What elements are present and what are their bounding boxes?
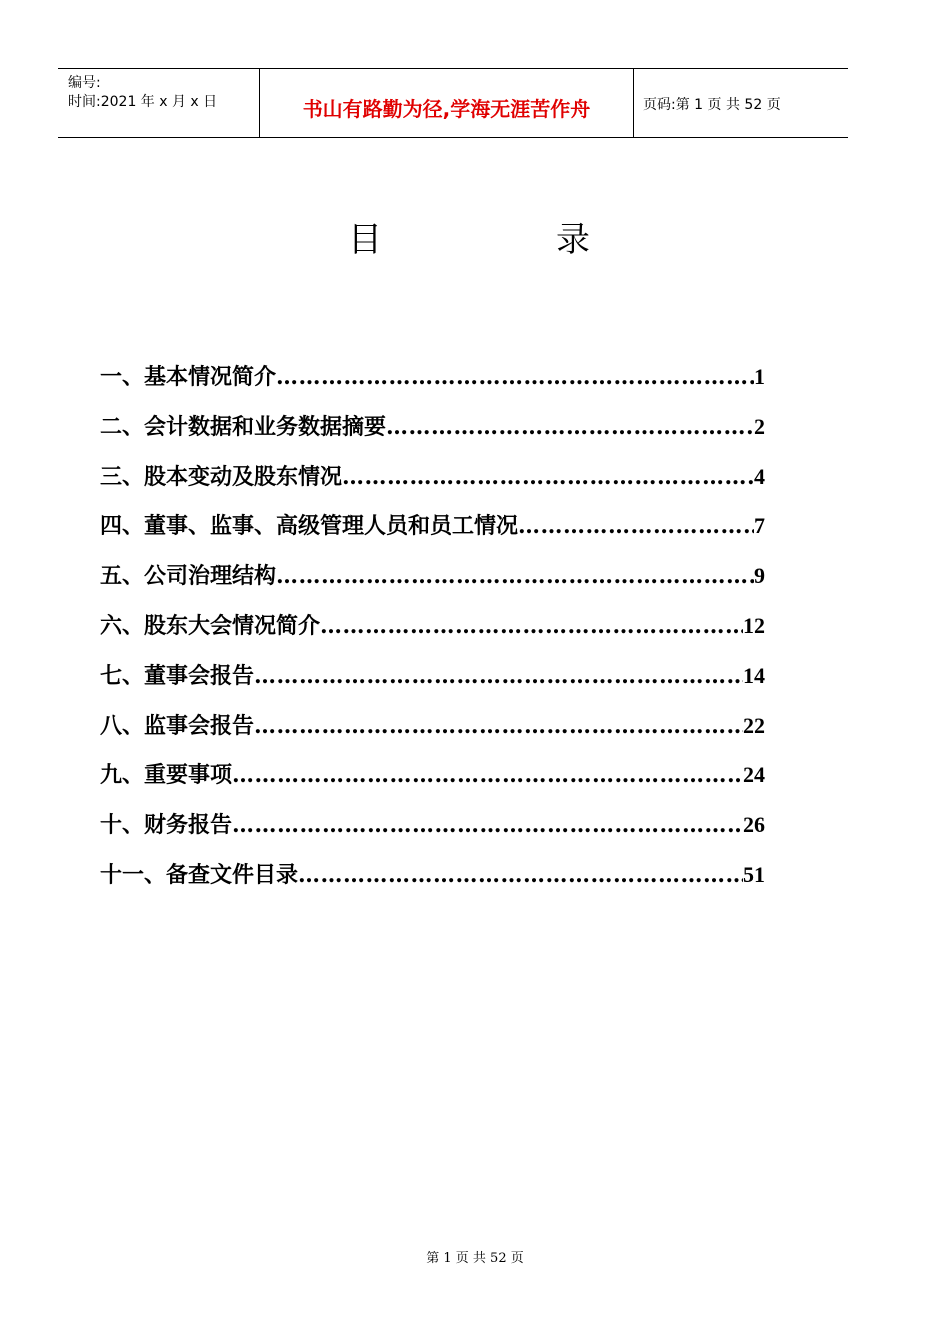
time-label: 时间:2021 年 x 月 x 日 xyxy=(68,94,218,110)
toc-item-label: 十一、备查文件目录 xyxy=(100,861,299,888)
toc-page-number: 7 xyxy=(754,513,765,539)
toc-page-number: 24 xyxy=(743,762,765,788)
toc-item-label: 六、股东大会情况简介 xyxy=(100,612,321,639)
header-page-cell xyxy=(634,69,848,137)
page-title xyxy=(348,212,598,262)
toc-item-label: 九、重要事项 xyxy=(100,762,233,789)
toc-leader xyxy=(254,663,743,689)
toc-page-number: 9 xyxy=(754,563,765,589)
toc-item[interactable] xyxy=(100,709,765,759)
toc-page-number: 26 xyxy=(743,812,765,838)
toc-item[interactable] xyxy=(100,460,765,510)
toc-item[interactable] xyxy=(100,858,765,908)
toc-leader xyxy=(276,563,754,589)
toc-leader xyxy=(232,762,743,788)
toc-leader xyxy=(298,862,743,888)
page-header xyxy=(58,68,848,138)
toc-item-label: 八、监事会报告 xyxy=(100,712,255,739)
title-char-2: 录 xyxy=(556,220,590,260)
toc-page-number: 12 xyxy=(743,612,765,638)
toc-item-label: 二、会计数据和业务数据摘要 xyxy=(100,413,387,440)
toc-item[interactable] xyxy=(100,410,765,460)
toc-item-label: 七、董事会报告 xyxy=(100,662,255,689)
toc-item[interactable] xyxy=(100,360,765,410)
table-of-contents xyxy=(100,360,765,908)
number-label: 编号: xyxy=(68,75,101,91)
page-footer: 第 1 页 共 52 页 xyxy=(426,1251,524,1266)
toc-item[interactable] xyxy=(100,559,765,609)
title-char-1: 目 xyxy=(348,220,382,260)
toc-leader xyxy=(342,464,754,490)
toc-leader xyxy=(232,812,743,838)
toc-item-label: 四、董事、监事、高级管理人员和员工情况 xyxy=(100,513,519,540)
toc-page-number: 1 xyxy=(754,364,765,389)
header-motto-cell xyxy=(260,69,634,137)
toc-leader xyxy=(518,513,754,539)
toc-item-label: 十、财务报告 xyxy=(100,812,233,839)
toc-leader xyxy=(320,613,743,639)
toc-page-number: 14 xyxy=(743,662,765,688)
toc-leader xyxy=(386,414,754,440)
toc-item-label: 五、公司治理结构 xyxy=(100,563,277,590)
toc-item-label: 三、股本变动及股东情况 xyxy=(100,463,343,490)
toc-leader xyxy=(276,364,754,390)
toc-item[interactable] xyxy=(100,609,765,659)
toc-item-label: 一、基本情况简介 xyxy=(100,364,277,390)
toc-page-number: 51 xyxy=(743,861,765,887)
toc-page-number: 4 xyxy=(754,463,765,489)
toc-item[interactable] xyxy=(100,659,765,709)
toc-page-number: 2 xyxy=(754,413,765,439)
toc-item[interactable] xyxy=(100,758,765,808)
motto-text: 书山有路勤为径,学海无涯苦作舟 xyxy=(302,97,591,121)
page-info: 页码:第 1 页 共 52 页 xyxy=(643,97,781,113)
toc-page-number: 22 xyxy=(743,712,765,738)
header-meta-cell xyxy=(58,69,260,137)
toc-item[interactable] xyxy=(100,808,765,858)
toc-item[interactable] xyxy=(100,509,765,559)
toc-leader xyxy=(254,713,743,739)
